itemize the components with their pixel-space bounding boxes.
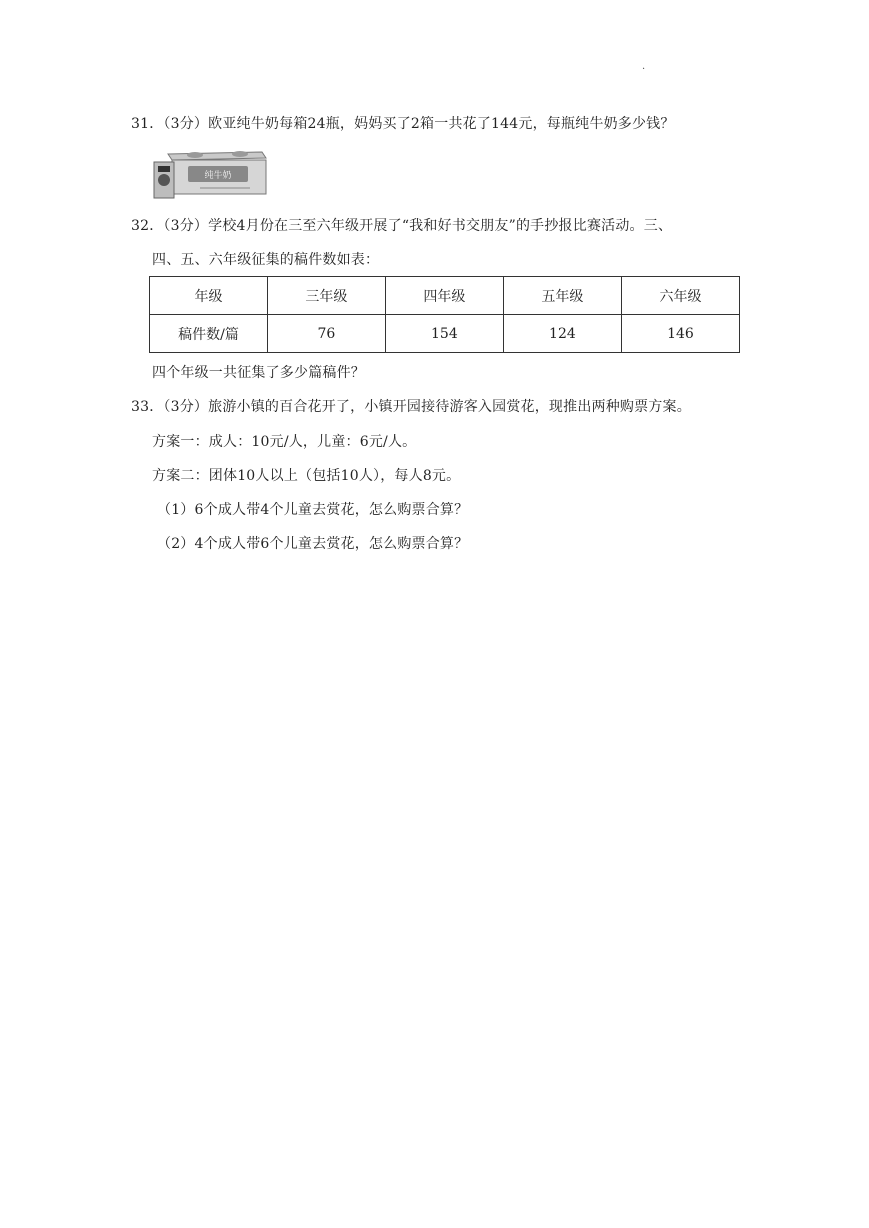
submissions-table — [149, 276, 740, 353]
table-cell: 154 — [385, 315, 503, 353]
table-header-cell: 年级 — [150, 277, 268, 315]
sub-question-1: （1）6个成人带4个儿童去赏花，怎么购票合算？ — [157, 502, 469, 518]
question-32-line2: 四、五、六年级征集的稿件数如表： — [152, 252, 380, 268]
page-marker: · — [642, 64, 646, 75]
question-32-line1: 32．（3分）学校4月份在三至六年级开展了“我和好书交朋友”的手抄报比赛活动。三、 — [131, 218, 673, 234]
plan-two: 方案二：团体10人以上（包括10人），每人8元。 — [152, 468, 461, 484]
table-cell: 124 — [503, 315, 621, 353]
table-row-label: 稿件数/篇 — [150, 315, 268, 353]
question-33-line1: 33．（3分）旅游小镇的百合花开了，小镇开园接待游客入园赏花，现推出两种购票方案。 — [131, 399, 691, 415]
table-cell: 146 — [621, 315, 739, 353]
table-header-cell: 四年级 — [385, 277, 503, 315]
sub-question-2: （2）4个成人带6个儿童去赏花，怎么购票合算？ — [157, 536, 469, 552]
table-header-row — [150, 277, 740, 315]
milk-brand-label: 纯牛奶 — [204, 171, 232, 181]
table-header-cell: 三年级 — [267, 277, 385, 315]
table-row — [150, 315, 740, 353]
table-cell: 76 — [267, 315, 385, 353]
table-header-cell: 六年级 — [621, 277, 739, 315]
question-32-prompt: 四个年级一共征集了多少篇稿件？ — [152, 365, 365, 381]
table-header-cell: 五年级 — [503, 277, 621, 315]
plan-one: 方案一：成人：10元/人，儿童：6元/人。 — [152, 434, 417, 450]
question-31: 31．（3分）欧亚纯牛奶每箱24瓶，妈妈买了2箱一共花了144元，每瓶纯牛奶多少钱？ — [131, 116, 675, 132]
milk-box-image — [150, 146, 268, 200]
